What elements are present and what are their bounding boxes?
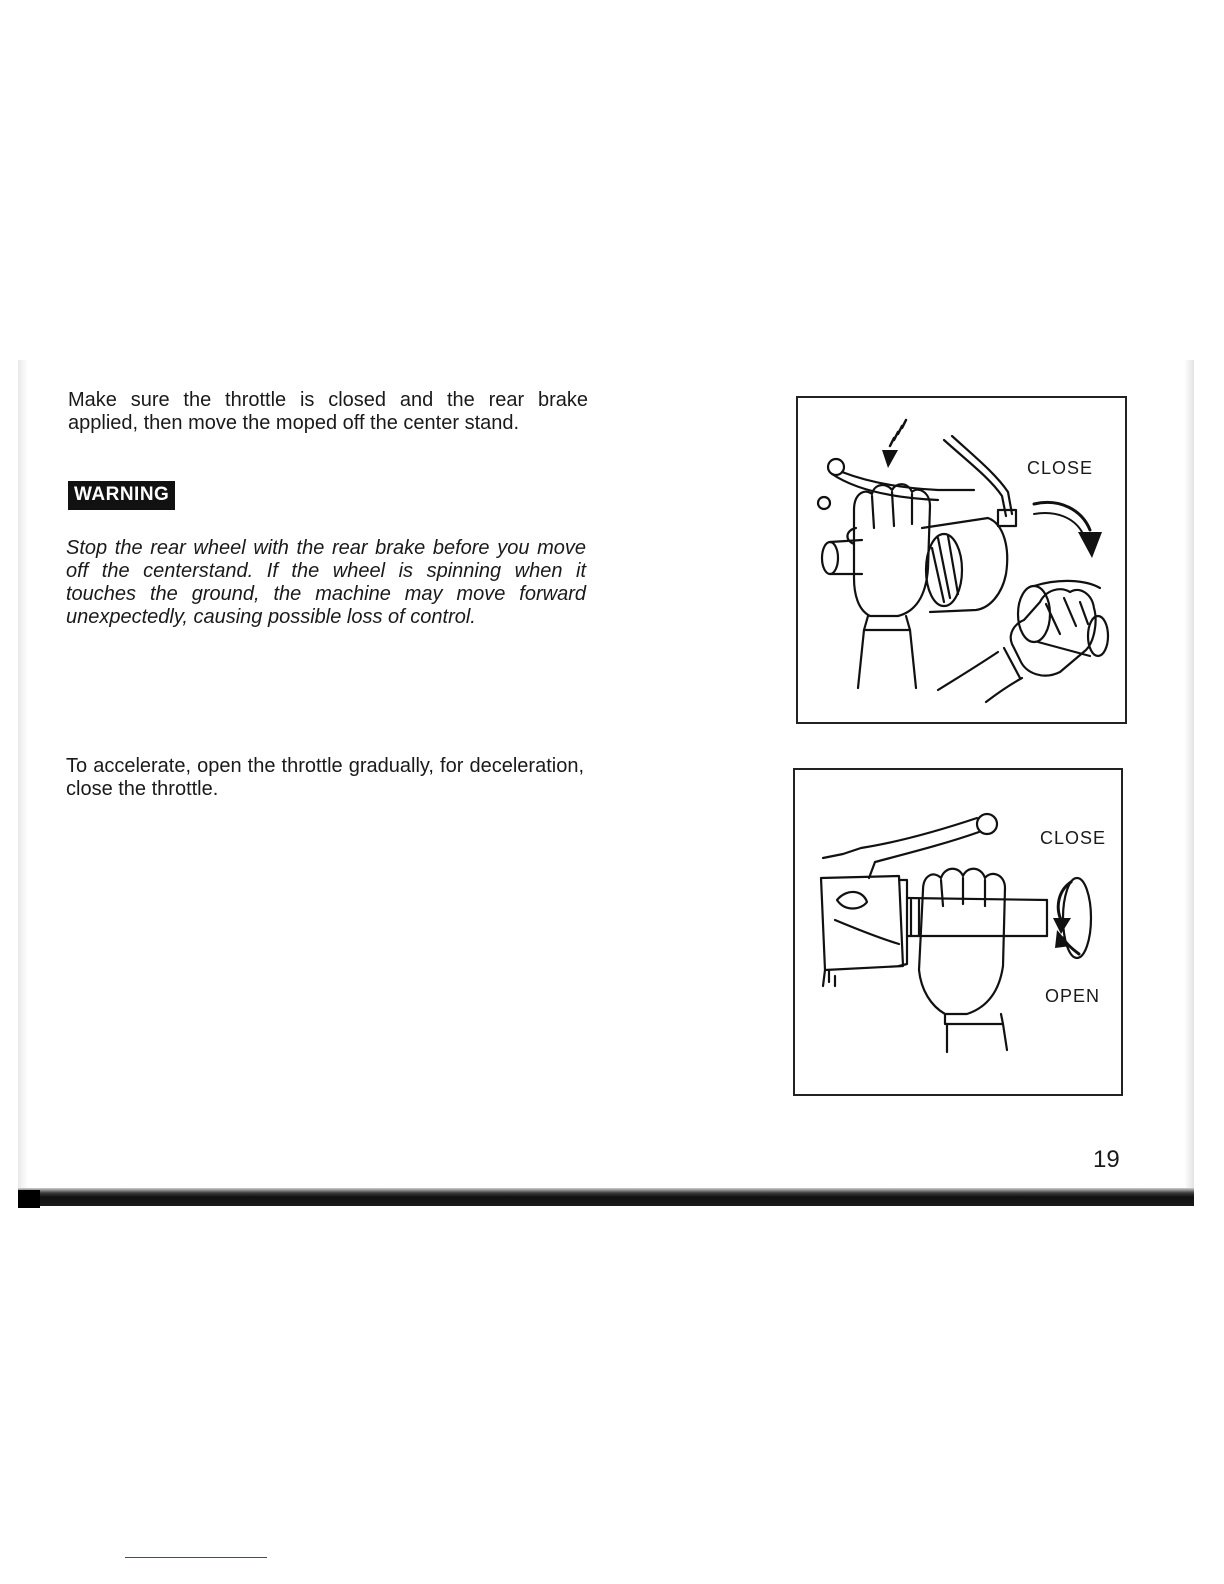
down-arrow-icon	[890, 420, 906, 446]
switch-housing-icon	[821, 876, 907, 986]
figure-2-close-label: CLOSE	[1040, 828, 1107, 848]
instruction-paragraph-center-stand: Make sure the throttle is closed and the rear brake applied, then move the moped off the center stand.	[68, 389, 588, 434]
rotation-arrows-icon	[1053, 878, 1091, 958]
instruction-paragraph-throttle: To accelerate, open the throttle gradually, for deceleration, close the throttle.	[66, 755, 584, 800]
warning-label: WARNING	[68, 481, 175, 510]
figure-throttle-rotation	[793, 768, 1123, 1096]
footer-link-line	[125, 1557, 267, 1558]
page-left-shadow	[18, 360, 28, 1188]
figure-brake-and-throttle	[796, 396, 1127, 724]
brake-throttle-illustration	[798, 398, 1125, 722]
throttle-rotation-illustration	[795, 770, 1121, 1094]
hand-on-brake-lever-icon	[847, 484, 930, 688]
page-number: 19	[1093, 1146, 1120, 1173]
warning-text: Stop the rear wheel with the rear brake before you move off the centerstand. If the wheel is spinning when it touches the ground, the machine may move forward unexpectedly, causing possible loss of control.	[66, 537, 586, 628]
hand-on-throttle-grip-icon	[938, 589, 1096, 702]
page-bottom-corner	[18, 1190, 40, 1208]
figure-1-close-label: CLOSE	[1027, 458, 1094, 478]
left-grip-icon	[822, 540, 862, 574]
page-right-shadow	[1184, 360, 1194, 1188]
throttle-grip-icon	[907, 898, 1047, 936]
figure-2-open-label: OPEN	[1045, 986, 1101, 1006]
curved-arrow-icon	[1034, 502, 1102, 558]
page-bottom-edge	[18, 1188, 1194, 1206]
brake-lever-icon	[818, 459, 974, 509]
down-arrow-head	[882, 450, 898, 468]
switch-housing-icon	[922, 518, 1007, 612]
hand-on-throttle-grip-icon	[919, 869, 1007, 1052]
